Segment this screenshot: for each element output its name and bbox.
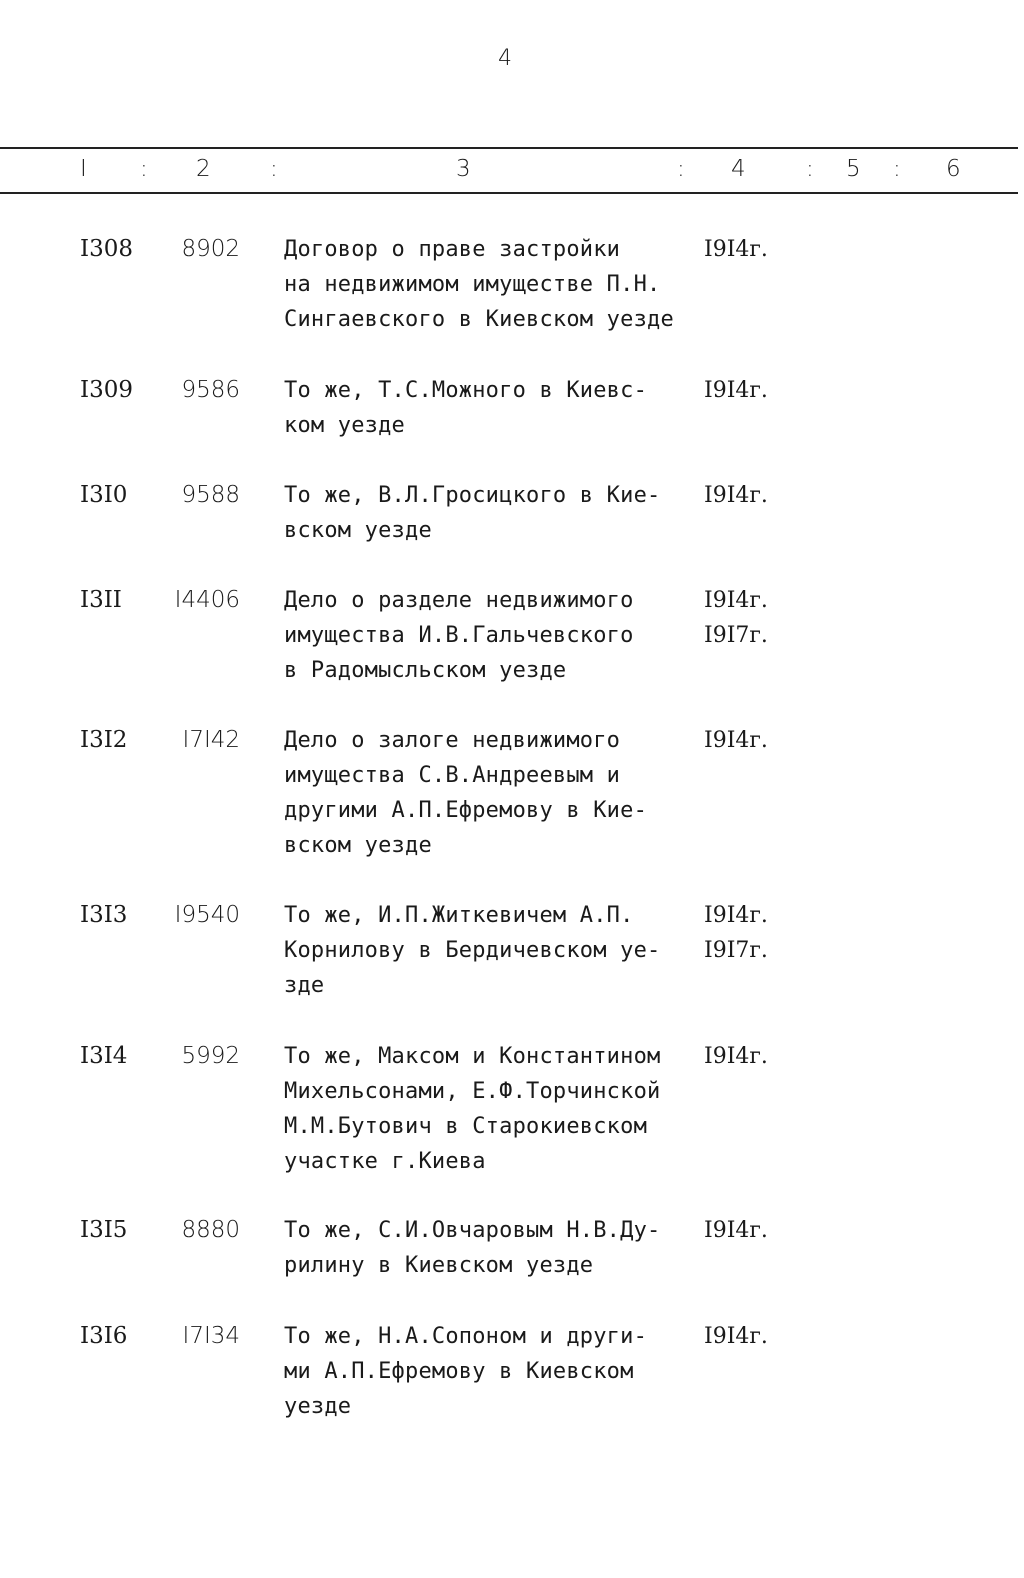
record-dates: I9I4г. [704,378,768,403]
header-col-4: 4 [731,156,746,182]
record-dates: I9I4г. [704,1324,768,1349]
record-number: I3I4 [80,1043,128,1069]
header-separator: : [893,156,901,182]
header-separator: : [140,156,148,182]
record-description: То же, Максом и Константином Михельсонами, Е.Ф.Торчинской М.М.Бутович в Старокиевском участке г.Киева [284,1044,661,1174]
record-code: 5992 [181,1043,240,1069]
record-code: I7I42 [182,727,240,753]
record-description: То же, И.П.Житкевичем А.П. Корнилову в Бердичевском уе- зде [284,903,661,998]
record-dates: I9I4г. [704,237,768,262]
header-separator: : [677,156,685,182]
header-col-5: 5 [846,156,861,182]
record-description: То же, С.И.Овчаровым Н.В.Ду- рилину в Киевском уезде [284,1218,661,1278]
header-col-1: I [80,156,87,182]
record-description: Дело о залоге недвижимого имущества С.В.Андреевым и другими А.П.Ефремову в Кие- вском уезде [284,728,648,858]
record-code: 8902 [181,236,240,262]
record-description: То же, Н.А.Сопоном и други- ми А.П.Ефремову в Киевском уезде [284,1324,648,1419]
record-description: То же, В.Л.Гросицкого в Кие- вском уезде [284,483,661,543]
record-number: I3II [80,587,122,613]
record-dates: I9I4г. I9I7г. [704,588,768,648]
record-code: 9586 [181,377,240,403]
record-number: I3I3 [80,902,128,928]
header-col-2: 2 [196,156,211,182]
record-code: I7I34 [182,1323,240,1349]
record-code: I4406 [174,587,240,613]
record-number: I3I0 [80,482,128,508]
record-dates: I9I4г. [704,728,768,753]
record-number: I3I5 [80,1217,128,1243]
record-number: I3I6 [80,1323,128,1349]
record-code: 8880 [181,1217,240,1243]
header-col-3: 3 [456,156,471,182]
record-number: I308 [80,236,133,262]
header-separator: : [806,156,814,182]
record-dates: I9I4г. I9I7г. [704,903,768,963]
record-code: I9540 [174,902,240,928]
table-header [0,152,1024,188]
page-number: 4 [498,46,512,71]
record-code: 9588 [181,482,240,508]
record-description: Договор о праве застройки на недвижимом имуществе П.Н. Сингаевского в Киевском уезде [284,237,674,332]
record-number: I3I2 [80,727,128,753]
record-dates: I9I4г. [704,1218,768,1243]
header-rule-top [0,147,1018,149]
header-separator: : [270,156,278,182]
record-description: То же, Т.С.Можного в Киевс- ком уезде [284,378,648,438]
record-dates: I9I4г. [704,483,768,508]
record-description: Дело о разделе недвижимого имущества И.В.Гальчевского в Радомысльском уезде [284,588,634,683]
header-rule-bottom [0,192,1018,194]
record-dates: I9I4г. [704,1044,768,1069]
header-col-6: 6 [946,156,961,182]
record-number: I309 [80,377,133,403]
